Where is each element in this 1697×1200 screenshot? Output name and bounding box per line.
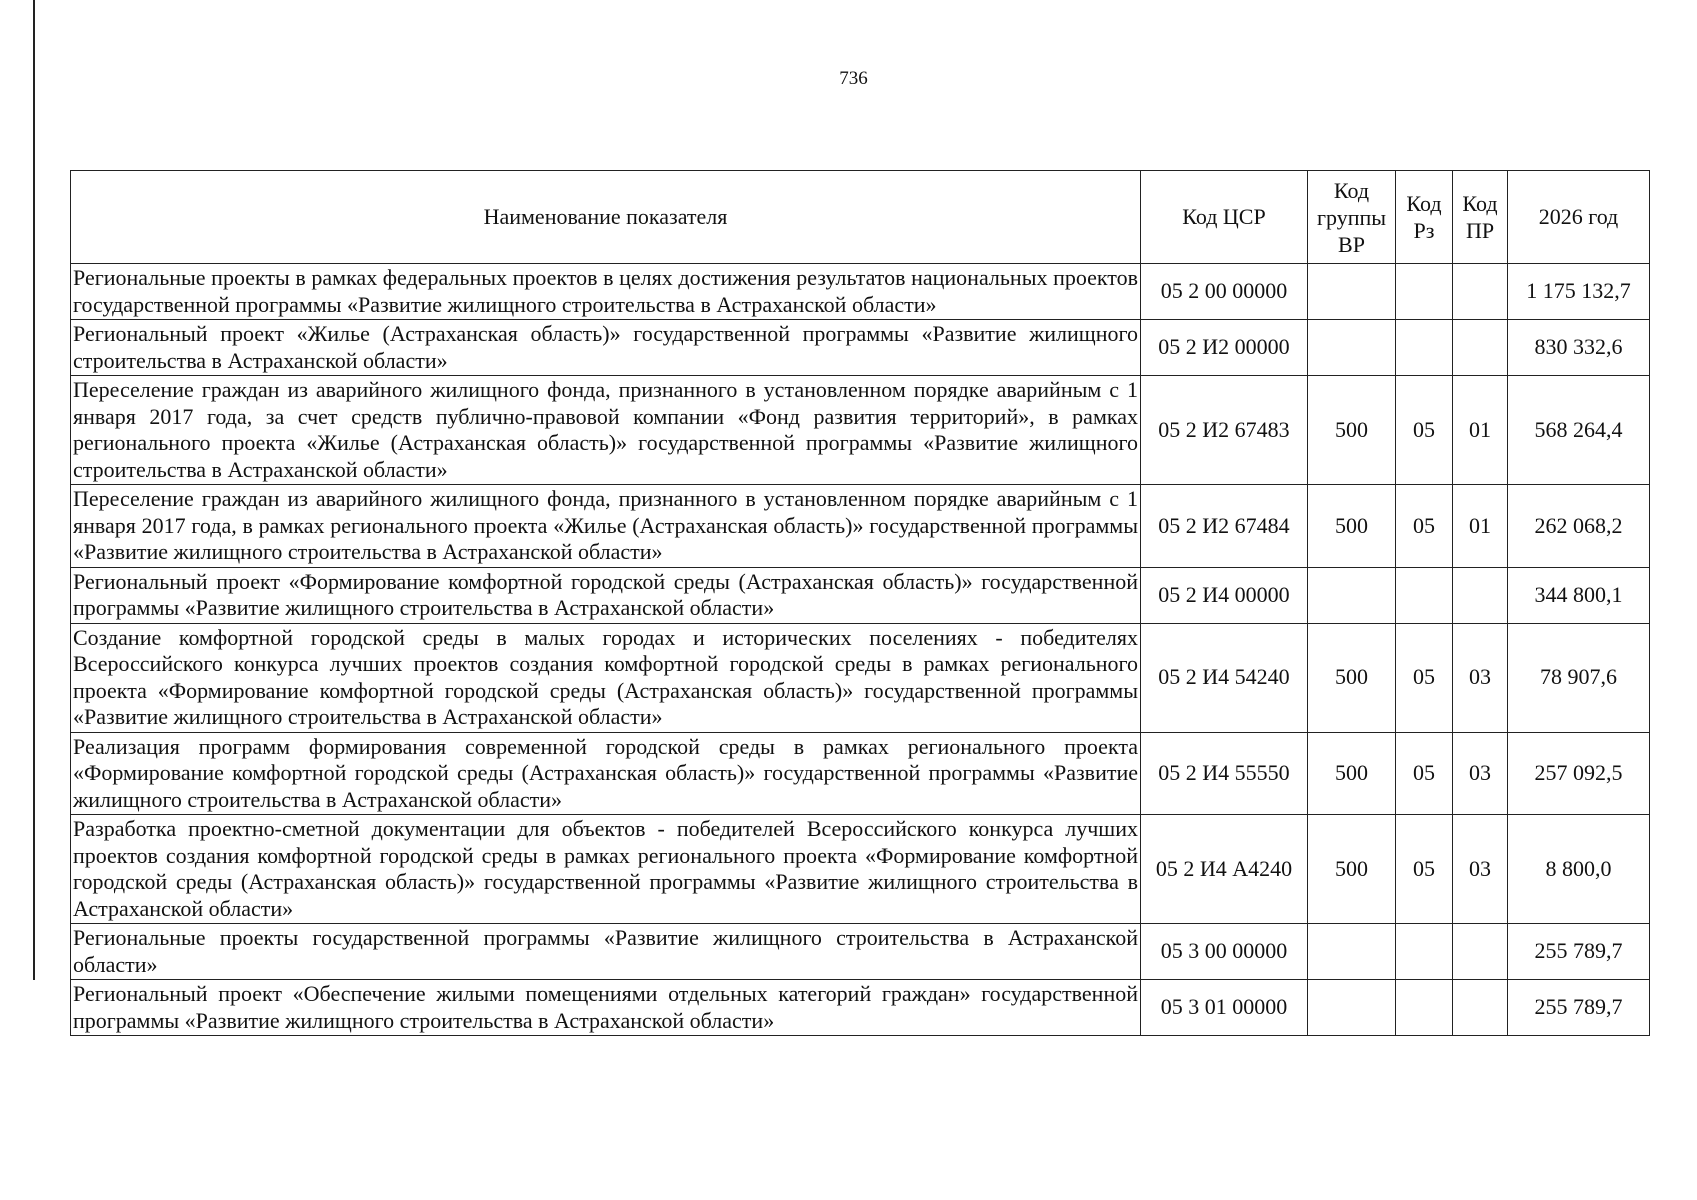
- row-name: Региональный проект «Обеспечение жилыми помещениями отдельных категорий граждан» государственной программы «Развитие жилищного строительства в Астраханской области»: [71, 980, 1141, 1036]
- row-csr: 05 3 01 00000: [1141, 980, 1308, 1036]
- row-rz: [1396, 320, 1453, 376]
- row-name: Региональный проект «Формирование комфортной городской среды (Астраханская область)» государственной программы «Развитие жилищного строительства в Астраханской области»: [71, 567, 1141, 623]
- header-csr: Код ЦСР: [1141, 171, 1308, 264]
- table-row: [71, 815, 1650, 924]
- row-pr: [1453, 924, 1508, 980]
- row-vr: [1308, 264, 1396, 320]
- row-rz: 05: [1396, 376, 1453, 485]
- row-rz: 05: [1396, 732, 1453, 815]
- row-vr: 500: [1308, 485, 1396, 568]
- row-pr: 01: [1453, 376, 1508, 485]
- row-vr: [1308, 567, 1396, 623]
- row-name: Реализация программ формирования современной городской среды в рамках регионального проекта «Формирование комфортной городской среды (Астраханская область)» государственной программы «Развитие жилищного строительства в Астраханской области»: [71, 732, 1141, 815]
- header-rz: Код Рз: [1396, 171, 1453, 264]
- row-vr: [1308, 924, 1396, 980]
- row-rz: [1396, 924, 1453, 980]
- row-amount: 568 264,4: [1508, 376, 1650, 485]
- row-amount: 344 800,1: [1508, 567, 1650, 623]
- row-vr: 500: [1308, 623, 1396, 732]
- table-row: [71, 980, 1650, 1036]
- row-name: Переселение граждан из аварийного жилищного фонда, признанного в установленном порядке аварийным с 1 января 2017 года, за счет средств публично-правовой компании «Фонд развития территорий», в рамках регионального проекта «Жилье (Астраханская область)» государственной программы «Развитие жилищного строительства в Астраханской области»: [71, 376, 1141, 485]
- row-csr: 05 2 И4 55550: [1141, 732, 1308, 815]
- row-amount: 8 800,0: [1508, 815, 1650, 924]
- table-row: [71, 485, 1650, 568]
- header-pr: Код ПР: [1453, 171, 1508, 264]
- table-row: [71, 264, 1650, 320]
- table-row: [71, 320, 1650, 376]
- row-csr: 05 2 И4 00000: [1141, 567, 1308, 623]
- row-csr: 05 2 И4 А4240: [1141, 815, 1308, 924]
- header-vr: Код группы ВР: [1308, 171, 1396, 264]
- row-rz: 05: [1396, 815, 1453, 924]
- row-csr: 05 2 И2 67484: [1141, 485, 1308, 568]
- row-vr: [1308, 320, 1396, 376]
- table-row: [71, 567, 1650, 623]
- row-amount: 262 068,2: [1508, 485, 1650, 568]
- row-rz: [1396, 567, 1453, 623]
- header-year: 2026 год: [1508, 171, 1650, 264]
- row-pr: 03: [1453, 623, 1508, 732]
- page-number: 736: [839, 68, 868, 89]
- row-pr: [1453, 567, 1508, 623]
- row-vr: 500: [1308, 815, 1396, 924]
- row-name: Региональные проекты государственной программы «Развитие жилищного строительства в Астраханской области»: [71, 924, 1141, 980]
- row-vr: 500: [1308, 376, 1396, 485]
- binding-margin-line: [33, 0, 35, 980]
- table-row: [71, 732, 1650, 815]
- table-body: [71, 264, 1650, 1036]
- row-amount: 78 907,6: [1508, 623, 1650, 732]
- row-amount: 830 332,6: [1508, 320, 1650, 376]
- table-row: [71, 924, 1650, 980]
- row-pr: 03: [1453, 732, 1508, 815]
- row-pr: 03: [1453, 815, 1508, 924]
- row-amount: 1 175 132,7: [1508, 264, 1650, 320]
- row-csr: 05 3 00 00000: [1141, 924, 1308, 980]
- budget-table: [70, 170, 1650, 1036]
- row-rz: 05: [1396, 485, 1453, 568]
- header-name: Наименование показателя: [71, 171, 1141, 264]
- row-name: Региональные проекты в рамках федеральных проектов в целях достижения результатов национальных проектов государственной программы «Развитие жилищного строительства в Астраханской области»: [71, 264, 1141, 320]
- table-header-row: [71, 171, 1650, 264]
- row-amount: 255 789,7: [1508, 924, 1650, 980]
- row-pr: [1453, 264, 1508, 320]
- row-amount: 255 789,7: [1508, 980, 1650, 1036]
- row-name: Создание комфортной городской среды в малых городах и исторических поселениях - победителях Всероссийского конкурса лучших проектов создания комфортной городской среды в рамках регионального проекта «Формирование комфортной городской среды (Астраханская область)» государственной программы «Развитие жилищного строительства в Астраханской области»: [71, 623, 1141, 732]
- row-csr: 05 2 00 00000: [1141, 264, 1308, 320]
- row-rz: [1396, 980, 1453, 1036]
- row-csr: 05 2 И4 54240: [1141, 623, 1308, 732]
- row-vr: [1308, 980, 1396, 1036]
- row-rz: [1396, 264, 1453, 320]
- row-rz: 05: [1396, 623, 1453, 732]
- row-name: Региональный проект «Жилье (Астраханская область)» государственной программы «Развитие жилищного строительства в Астраханской области»: [71, 320, 1141, 376]
- row-pr: [1453, 980, 1508, 1036]
- row-pr: [1453, 320, 1508, 376]
- row-amount: 257 092,5: [1508, 732, 1650, 815]
- table-row: [71, 623, 1650, 732]
- row-csr: 05 2 И2 67483: [1141, 376, 1308, 485]
- row-name: Разработка проектно-сметной документации для объектов - победителей Всероссийского конкурса лучших проектов создания комфортной городской среды в рамках регионального проекта «Формирование комфортной городской среды (Астраханская область)» государственной программы «Развитие жилищного строительства в Астраханской области»: [71, 815, 1141, 924]
- table-row: [71, 376, 1650, 485]
- row-vr: 500: [1308, 732, 1396, 815]
- row-csr: 05 2 И2 00000: [1141, 320, 1308, 376]
- row-name: Переселение граждан из аварийного жилищного фонда, признанного в установленном порядке аварийным с 1 января 2017 года, в рамках регионального проекта «Жилье (Астраханская область)» государственной программы «Развитие жилищного строительства в Астраханской области»: [71, 485, 1141, 568]
- row-pr: 01: [1453, 485, 1508, 568]
